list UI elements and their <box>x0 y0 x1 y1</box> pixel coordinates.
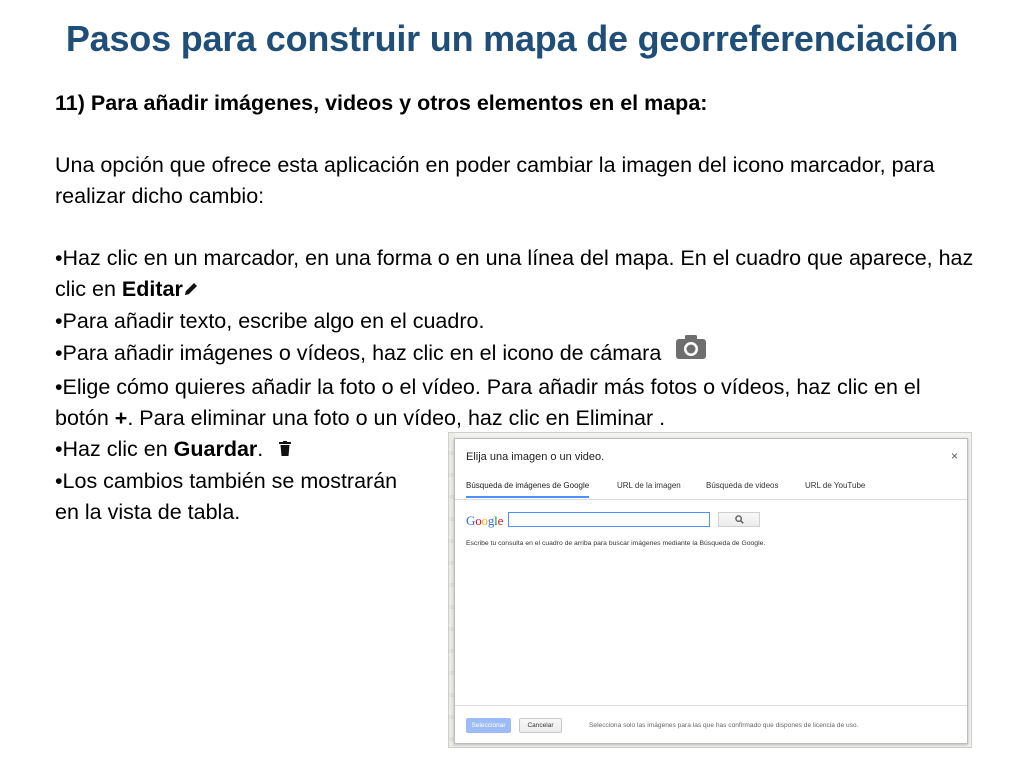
select-button[interactable]: Seleccionar <box>466 718 511 733</box>
dialog-footer <box>455 705 967 743</box>
close-icon[interactable]: × <box>950 449 958 463</box>
bullet-text: •Para añadir texto, escribe algo en el cuadro. <box>55 308 485 333</box>
pencil-icon <box>183 275 199 306</box>
bullet-camera <box>55 337 975 372</box>
logo-letter: g <box>487 513 495 528</box>
camera-icon <box>675 334 707 369</box>
search-hint: Escribe tu consulta en el cuadro de arriba para buscar imágenes mediante la Búsqueda de Google. <box>466 540 766 547</box>
tab-image-url[interactable]: URL de la imagen <box>617 481 681 490</box>
trash-icon <box>279 435 291 466</box>
plus-label: + <box>114 405 128 430</box>
search-icon <box>735 511 744 529</box>
bullet-save-text: •Haz clic en <box>55 436 174 461</box>
logo-letter: G <box>466 513 476 528</box>
editar-label: Editar <box>121 277 183 301</box>
bullet-edit-text: •Haz clic en un marcador, en una forma o en una línea del mapa. En el cuadro que aparece, haz clic en <box>55 246 974 301</box>
tab-youtube-url[interactable]: URL de YouTube <box>805 481 866 490</box>
tab-video-search[interactable]: Búsqueda de videos <box>706 481 779 490</box>
intro-paragraph: Una opción que ofrece esta aplicación en poder cambiar la imagen del icono marcador, para realizar dicho cambio: <box>55 153 935 208</box>
section-heading: 11) Para añadir imágenes, videos y otros elementos en el mapa: <box>55 91 708 115</box>
dialog-tabs <box>455 475 967 500</box>
dialog-title: Elija una imagen o un video. <box>466 451 605 463</box>
image-search-input[interactable] <box>508 512 710 527</box>
bullet-add-media-text-a: •Elige cómo quieres añadir la foto o el vídeo. Para añadir más fotos o vídeos, haz clic en el botón <box>55 374 921 430</box>
logo-letter: l <box>494 513 498 528</box>
bullet-edit <box>55 243 975 306</box>
google-logo <box>466 513 503 529</box>
license-note: Selecciona solo las imágenes para las que has confirmado que dispones de licencia de uso. <box>589 722 859 729</box>
cancel-button[interactable]: Cancelar <box>519 718 562 733</box>
bullet-save-period: . <box>257 436 264 461</box>
logo-letter: e <box>497 513 504 528</box>
slide-title: Pasos para construir un mapa de georreferenciación <box>65 18 959 59</box>
bullet-table-view-line1: •Los cambios también se mostrarán <box>55 468 398 493</box>
bullet-add-media <box>55 372 975 434</box>
bullet-camera-text: •Para añadir imágenes o vídeos, haz clic en el icono de cámara <box>55 341 662 365</box>
bullet-table-view-line2: en la vista de tabla. <box>55 499 241 524</box>
image-picker-dialog <box>454 438 968 744</box>
bullet-add-media-text-b: . Para eliminar una foto o un vídeo, haz clic en Eliminar . <box>127 405 666 430</box>
tab-google-image-search[interactable]: Búsqueda de imágenes de Google <box>466 481 589 498</box>
dialog-screenshot <box>448 432 972 748</box>
logo-letter: o <box>475 513 482 528</box>
logo-letter: o <box>481 513 488 528</box>
search-button[interactable] <box>718 512 760 527</box>
guardar-label: Guardar <box>173 436 258 461</box>
